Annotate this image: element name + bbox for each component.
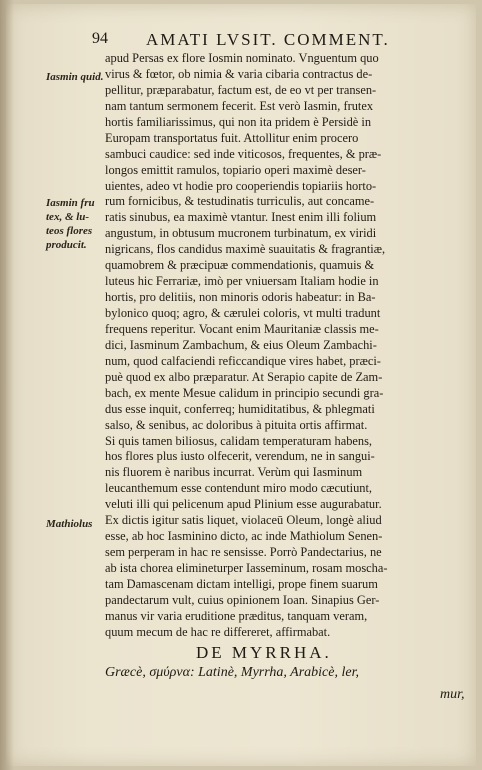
text-line: dus esse inquit, conferreq; humiditatibus, & phlegmati	[105, 401, 375, 416]
text-line: uientes, adeo vt hodie pro cooperiendis topiariis horto-	[105, 178, 377, 193]
text-line: puè quod ex albo præparatur. At Serapio capite de Zam-	[105, 369, 383, 384]
body-text	[105, 51, 473, 641]
text-line: angustum, in obtusum mucronem turbinatum, ex viridi	[105, 226, 377, 241]
text-line: longos emittit ramulos, topiario operi maximè deser-	[105, 162, 366, 177]
text-line: nigricans, flos candidus maximè suauitatis & fragrantiæ,	[105, 242, 386, 257]
text-line: sem perperam in hac re sensisse. Porrò Pandectarius, ne	[105, 545, 382, 560]
page-header	[0, 30, 482, 50]
text-line: quamobrem & præcipuæ commendationis, quamuis &	[105, 258, 375, 273]
text-line: leucanthemum esse contendunt miro modo cæcutiunt,	[105, 481, 373, 496]
text-line: quum mecum de hac re differeret, affirmabat.	[105, 624, 331, 639]
text-line: num, quod calfaciendi reficcandique vires habet, præci-	[105, 353, 381, 368]
text-line: hortis familiarissimus, qui non ita pridem è Persidè in	[105, 114, 372, 129]
text-line: ratis sinubus, ea maximè vtantur. Inest enim illi folium	[105, 210, 377, 225]
text-line: dici, Iasminum Zambachum, & eius Oleum Zambachi-	[105, 337, 377, 352]
text-line: sambuci caudice: sed inde viticosos, frequentes, & præ-	[105, 146, 382, 161]
text-line: bylonico quoq; agro, & cærulei coloris, vt multi tradunt	[105, 306, 381, 320]
text-line: hos flores plus iusto olfecerit, verendum, ne in sangui-	[105, 449, 375, 464]
text-line: ab ista chorea elimineturper Iasseminum, rosam moscha-	[105, 561, 388, 575]
margin-note-mathiolus: Mathiolus	[46, 518, 93, 530]
section-subline: Græcè, σμύρνα: Latinè, Myrrha, Arabicè, ler,	[105, 665, 359, 680]
text-line: salso, & senibus, ac doloribus à pituita ortis affirmat.	[105, 417, 368, 432]
text-line: Europam transportatus fuit. Attollitur enim procero	[105, 130, 359, 145]
page-number: 94	[92, 30, 108, 47]
text-line: luteus hic Ferrariæ, imò per vniuersam Italiam hodie in	[105, 274, 379, 289]
margin-note-iasmin-quid: Iasmin quid.	[46, 71, 104, 83]
text-line: tam Damascenam dictam intelligi, prope finem suarum	[105, 576, 378, 591]
text-line: hortis, pro delitiis, non minoris odoris habeatur: in Ba-	[105, 290, 376, 305]
text-line: rum fornicibus, & testudinatis turriculis, aut concame-	[105, 194, 375, 209]
margin-note-iasmin-frutex: Iasmin fru tex, & lu- teos flores producit.	[46, 197, 95, 251]
text-line: veluti illi qui pelicenum apud Plinium esse augurabatur.	[105, 497, 382, 512]
text-line: nam tantum sermonem fecerit. Est verò Iasmin, frutex	[105, 98, 374, 113]
text-line: nis fluorem è naribus incurrat. Verùm qui Iasminum	[105, 465, 363, 480]
text-line: bach, ex mente Mesue calidum in principio secundi gra-	[105, 385, 384, 400]
text-line: Ex dictis igitur satis liquet, violaceū Oleum, longè aliud	[105, 513, 382, 528]
text-line: pellitur, præparabatur, factum est, de eo vt per transen-	[105, 82, 377, 97]
text-line: Si quis tamen biliosus, calidam temperaturam habens,	[105, 433, 373, 448]
text-line: virus & fœtor, ob nimia & varia cibaria contractus de-	[105, 66, 373, 81]
text-line: apud Persas ex flore Iosmin nominato. Vnguentum quo	[105, 51, 379, 65]
text-line: manus vir varia eruditione præditus, tanquam veram,	[105, 608, 368, 623]
section-subline-continuation: mur,	[440, 687, 465, 702]
spine-shadow	[0, 0, 14, 770]
text-line: frequens reperitur. Vocant enim Mauritaniæ classis me-	[105, 321, 379, 336]
section-heading: DE MYRRHA.	[196, 643, 332, 662]
running-head: AMATI LVSIT. COMMENT.	[146, 30, 390, 49]
text-line: esse, ab hoc Iasminino dicto, ac inde Mathiolum Senen-	[105, 529, 383, 544]
text-line: pandectarum vult, cuius opinionem Ioan. Sinapius Ger-	[105, 592, 380, 607]
